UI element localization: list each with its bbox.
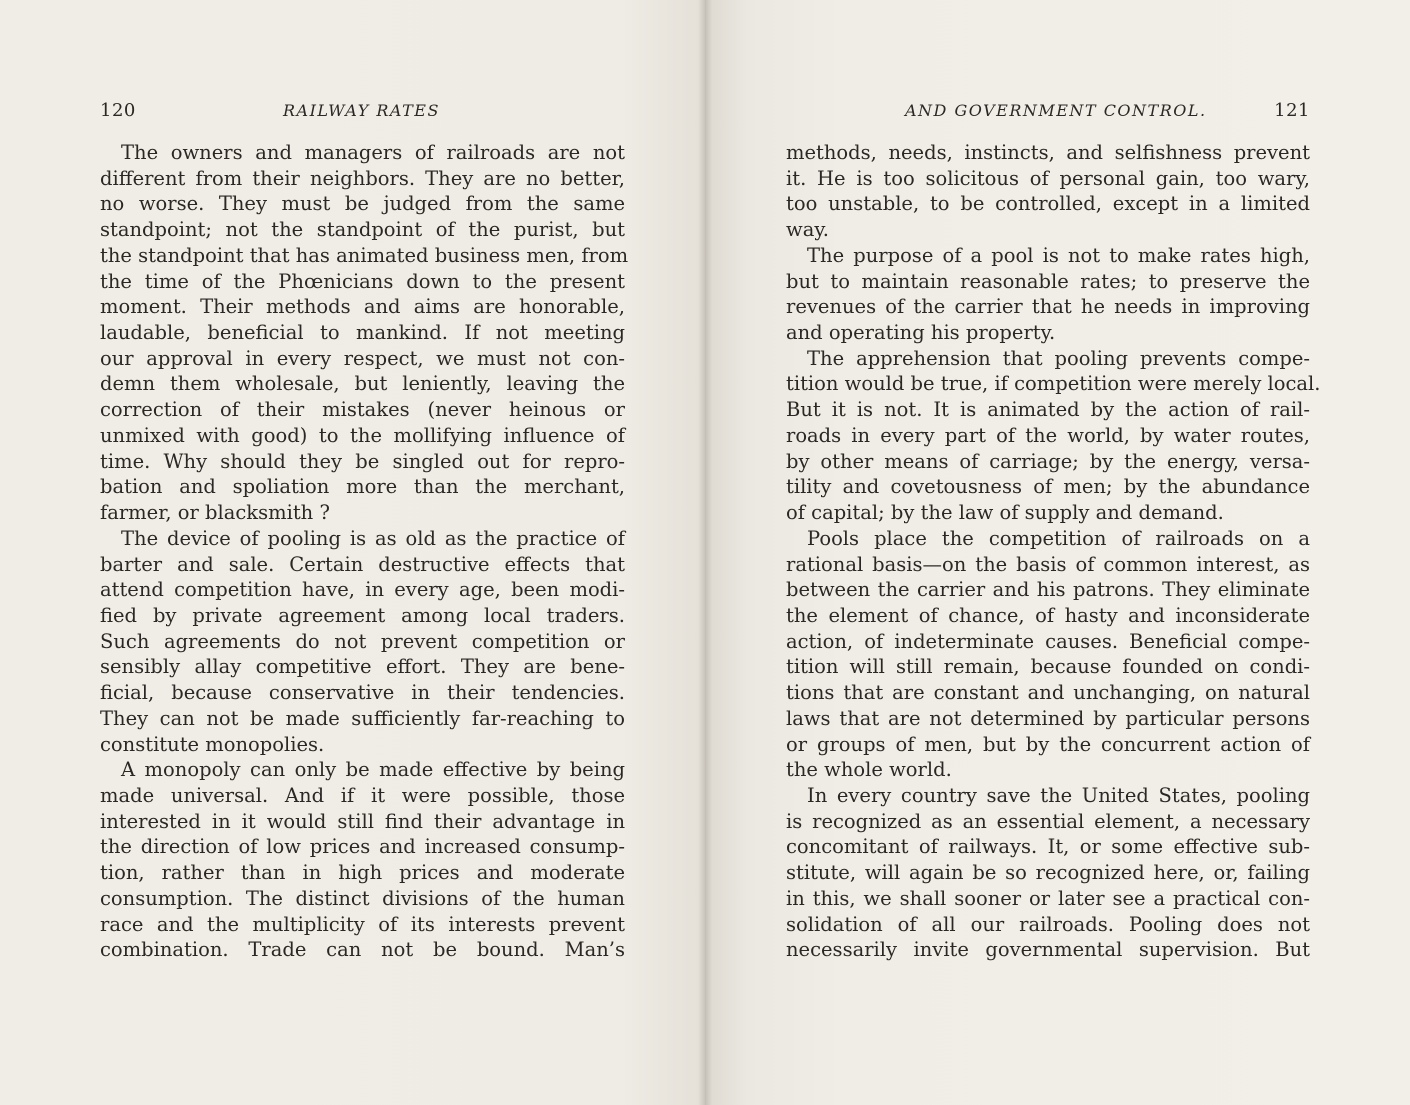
text-line: our approval in every respect, we must not con-: [100, 346, 625, 370]
text-line: unmixed with good) to the mollifying influence of: [100, 423, 625, 447]
text-line: bation and spoliation more than the merchant,: [100, 475, 625, 499]
text-line: in this, we shall sooner or later see a practical con-: [786, 886, 1310, 910]
text-line: demn them wholesale, but leniently, leaving the: [100, 372, 625, 396]
text-line: interested in it would still find their advantage in: [100, 809, 625, 833]
text-line: Such agreements do not prevent competition or: [100, 629, 625, 653]
text-line: barter and sale. Certain destructive effects that: [100, 552, 625, 576]
text-line: sensibly allay competitive effort. They are bene-: [100, 655, 625, 679]
text-line: The device of pooling is as old as the practice of: [121, 526, 625, 550]
text-line: concomitant of railways. It, or some effective sub-: [786, 835, 1310, 859]
text-line: it. He is too solicitous of personal gain, too wary,: [786, 166, 1310, 190]
text-line: ficial, because conservative in their tendencies.: [100, 681, 625, 705]
text-line: methods, needs, instincts, and selfishness prevent: [786, 141, 1310, 164]
text-line: the standpoint that has animated business men, from: [100, 243, 629, 267]
book-gutter: [698, 0, 712, 1105]
right-body-text: [786, 140, 1321, 963]
text-line: laudable, beneficial to mankind. If not meeting: [100, 321, 625, 345]
text-line: but to maintain reasonable rates; to preserve the: [786, 269, 1310, 293]
text-line: farmer, or blacksmith ?: [100, 501, 330, 525]
text-line: attend competition have, in every age, been modi-: [100, 578, 625, 602]
right-page: [705, 0, 1410, 1105]
text-line: necessarily invite governmental supervision. But: [786, 938, 1310, 962]
text-line: moment. Their methods and aims are honorable,: [100, 295, 625, 319]
text-line: solidation of all our railroads. Pooling does not: [786, 912, 1310, 936]
text-line: tition will still remain, because founded on condi-: [786, 655, 1310, 679]
left-running-head: [100, 96, 625, 126]
text-line: the whole world.: [786, 758, 952, 782]
text-line: tions that are constant and unchanging, on natural: [786, 681, 1310, 705]
text-line: tion, rather than in high prices and moderate: [100, 861, 625, 885]
text-line: laws that are not determined by particular persons: [786, 706, 1310, 730]
text-line: The apprehension that pooling prevents compe-: [807, 346, 1310, 370]
text-line: The purpose of a pool is not to make rates high,: [807, 243, 1310, 267]
text-line: is recognized as an essential element, a necessary: [786, 809, 1310, 833]
text-line: Pools place the competition of railroads on a: [807, 526, 1310, 550]
text-line: correction of their mistakes (never heinous or: [100, 398, 625, 422]
text-line: In every country save the United States, pooling: [807, 783, 1310, 807]
text-line: and operating his property.: [786, 321, 1056, 345]
text-line: tility and covetousness of men; by the abundance: [786, 475, 1310, 499]
text-line: But it is not. It is animated by the action of rail-: [786, 398, 1310, 422]
text-line: consumption. The distinct divisions of the human: [100, 886, 625, 910]
text-line: the element of chance, of hasty and inconsiderate: [786, 603, 1310, 627]
text-line: rational basis—on the basis of common interest, as: [786, 552, 1310, 576]
text-line: too unstable, to be controlled, except in a limited: [786, 192, 1310, 216]
text-line: race and the multiplicity of its interests prevent: [100, 912, 625, 936]
text-line: made universal. And if it were possible, those: [100, 783, 625, 807]
text-line: constitute monopolies.: [100, 732, 325, 756]
text-line: fied by private agreement among local traders.: [100, 603, 625, 627]
running-title: RAILWAY RATES: [283, 101, 440, 120]
text-line: stitute, will again be so recognized here, or, failing: [786, 861, 1310, 885]
text-line: the direction of low prices and increased consump-: [100, 835, 625, 859]
text-line: action, of indeterminate causes. Beneficial compe-: [786, 629, 1310, 653]
left-body-text: [100, 140, 629, 963]
text-line: combination. Trade can not be bound. Man’s: [100, 938, 625, 962]
text-line: or groups of men, but by the concurrent action of: [786, 732, 1310, 756]
text-line: tition would be true, if competition were merely local.: [786, 372, 1321, 396]
text-line: way.: [786, 218, 829, 242]
page-number: 121: [1274, 100, 1310, 121]
text-line: of capital; by the law of supply and demand.: [786, 501, 1224, 525]
text-line: time. Why should they be singled out for repro-: [100, 449, 625, 473]
text-line: roads in every part of the world, by water routes,: [786, 423, 1310, 447]
text-line: by other means of carriage; by the energy, versa-: [786, 449, 1310, 473]
text-line: standpoint; not the standpoint of the purist, but: [100, 218, 625, 242]
right-running-head: [905, 96, 1310, 126]
text-line: A monopoly can only be made effective by being: [121, 758, 625, 782]
page-number: 120: [100, 100, 136, 121]
text-line: no worse. They must be judged from the same: [100, 192, 625, 216]
text-line: The owners and managers of railroads are not: [121, 141, 625, 164]
text-line: different from their neighbors. They are no better,: [100, 166, 625, 190]
text-line: the time of the Phœnicians down to the present: [100, 269, 625, 293]
text-line: They can not be made sufficiently far-reaching to: [100, 706, 625, 730]
text-line: between the carrier and his patrons. They eliminate: [786, 578, 1310, 602]
running-title: AND GOVERNMENT CONTROL.: [905, 101, 1207, 120]
text-line: revenues of the carrier that he needs in improving: [786, 295, 1310, 319]
